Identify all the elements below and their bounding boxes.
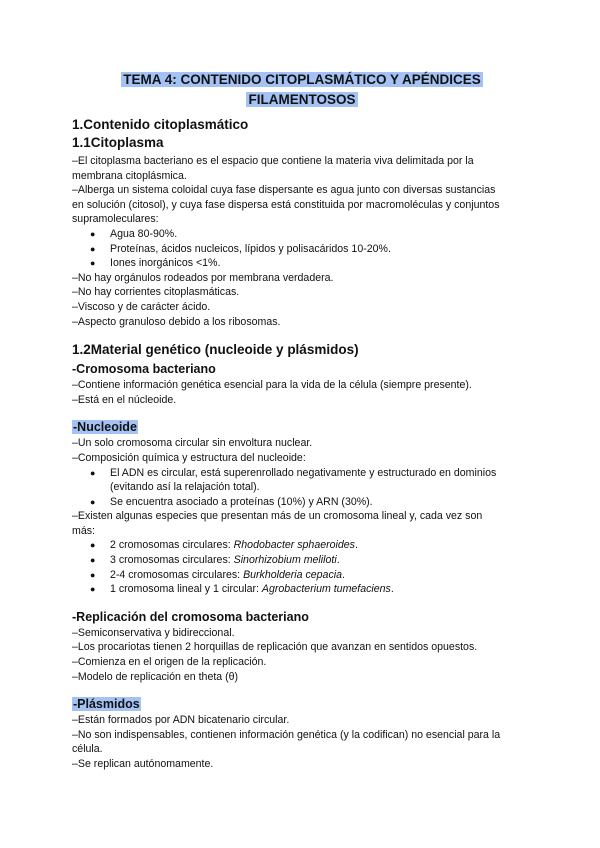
paragraph-line: –Composición química y estructura del nucleoide: — [72, 451, 306, 464]
heading-plasmidos: -Plásmidos — [73, 697, 140, 712]
paragraph-line: –Los procariotas tienen 2 horquillas de replicación que avanzan en sentidos opuestos. — [72, 641, 478, 654]
paragraph-line: –Viscoso y de carácter ácido. — [72, 300, 211, 313]
paragraph-line: –Está en el núcleoide. — [72, 393, 177, 406]
bullet-icon: ● — [90, 228, 96, 239]
section-heading-contenido: 1.Contenido citoplasmático — [72, 117, 249, 132]
list-item: ● 2 cromosomas circulares: Rhodobacter sphaeroides. — [90, 539, 358, 552]
paragraph-line: –Semiconservativa y bidireccional. — [72, 626, 235, 639]
bullet-icon: ● — [90, 243, 96, 254]
paragraph-line: supramoleculares: — [72, 213, 159, 226]
paragraph-line: –Aspecto granuloso debido a los ribosomas. — [72, 315, 281, 328]
paragraph-line: –El citoplasma bacteriano es el espacio que contiene la materia viva delimitada por la — [72, 155, 474, 167]
nucleoide-structure-list — [72, 466, 532, 510]
paragraph-line: –No son indispensables, contienen información genética (y la codifican) no esencial para la — [72, 728, 501, 741]
bullet-icon: ● — [90, 569, 96, 580]
title-line-2: FILAMENTOSOS — [248, 92, 356, 107]
paragraph-line: –No hay corrientes citoplasmáticas. — [72, 286, 240, 299]
paragraph-line: –Existen algunas especies que presentan más de un cromosoma lineal y, cada vez son — [72, 510, 483, 523]
heading-nucleoide: -Nucleoide — [73, 420, 137, 435]
composition-list — [72, 227, 532, 271]
heading-cromosoma-bacteriano: -Cromosoma bacteriano — [72, 362, 216, 377]
document-page — [72, 70, 532, 772]
list-item: ● Proteínas, ácidos nucleicos, lípidos y polisacáridos 10-20%. — [90, 242, 391, 255]
document-title — [72, 70, 532, 110]
bullet-icon: ● — [90, 584, 96, 595]
subsection-heading-citoplasma: 1.1Citoplasma — [72, 135, 164, 150]
list-item: ● 1 cromosoma lineal y 1 circular: Agrobacterium tumefaciens. — [90, 583, 394, 596]
bullet-icon: ● — [90, 496, 96, 507]
list-item: ● Iones inorgánicos <1%. — [90, 257, 221, 270]
paragraph-line: –Comienza en el origen de la replicación. — [72, 656, 267, 669]
paragraph-line: en solución (citosol), y cuya fase dispersa está constituida por macromoléculas y conjuntos — [72, 198, 500, 211]
paragraph-line: célula. — [72, 743, 103, 756]
list-item: ● Se encuentra asociado a proteínas (10%) y ARN (30%). — [90, 495, 373, 508]
title-line-1: TEMA 4: CONTENIDO CITOPLASMÁTICO Y APÉNDICES — [123, 72, 481, 87]
paragraph-line: membrana citoplásmica. — [72, 169, 187, 182]
paragraph-line: –Alberga un sistema coloidal cuya fase dispersante es agua junto con diversas sustancias — [72, 184, 496, 197]
list-item: ● 2-4 cromosomas circulares: Burkholderia cepacia. — [90, 568, 345, 581]
subsection-heading-material-genetico: 1.2Material genético (nucleoide y plásmidos) — [72, 342, 359, 358]
heading-replicacion: -Replicación del cromosoma bacteriano — [72, 609, 309, 624]
bullet-icon: ● — [90, 555, 96, 566]
paragraph-line: –Están formados por ADN bicatenario circular. — [72, 714, 290, 727]
paragraph-line: más: — [72, 524, 95, 537]
species-list — [72, 538, 532, 596]
paragraph-line: –Un solo cromosoma circular sin envoltura nuclear. — [72, 437, 313, 450]
paragraph-line: –Modelo de replicación en theta (θ) — [72, 670, 239, 683]
paragraph-line: –No hay orgánulos rodeados por membrana verdadera. — [72, 271, 334, 284]
list-item: ● El ADN es circular, está superenrollado negativamente y estructurado en dominios (evitando así la relajación total). — [90, 466, 497, 494]
paragraph-line: –Contiene información genética esencial para la vida de la célula (siempre presente). — [72, 379, 472, 392]
bullet-icon: ● — [90, 540, 96, 551]
list-item: ● Agua 80-90%. — [90, 227, 178, 240]
bullet-icon: ● — [90, 467, 96, 478]
bullet-icon: ● — [90, 258, 96, 269]
list-item: ● 3 cromosomas circulares: Sinorhizobium meliloti. — [90, 554, 340, 567]
paragraph-line: –Se replican autónomamente. — [72, 758, 214, 770]
